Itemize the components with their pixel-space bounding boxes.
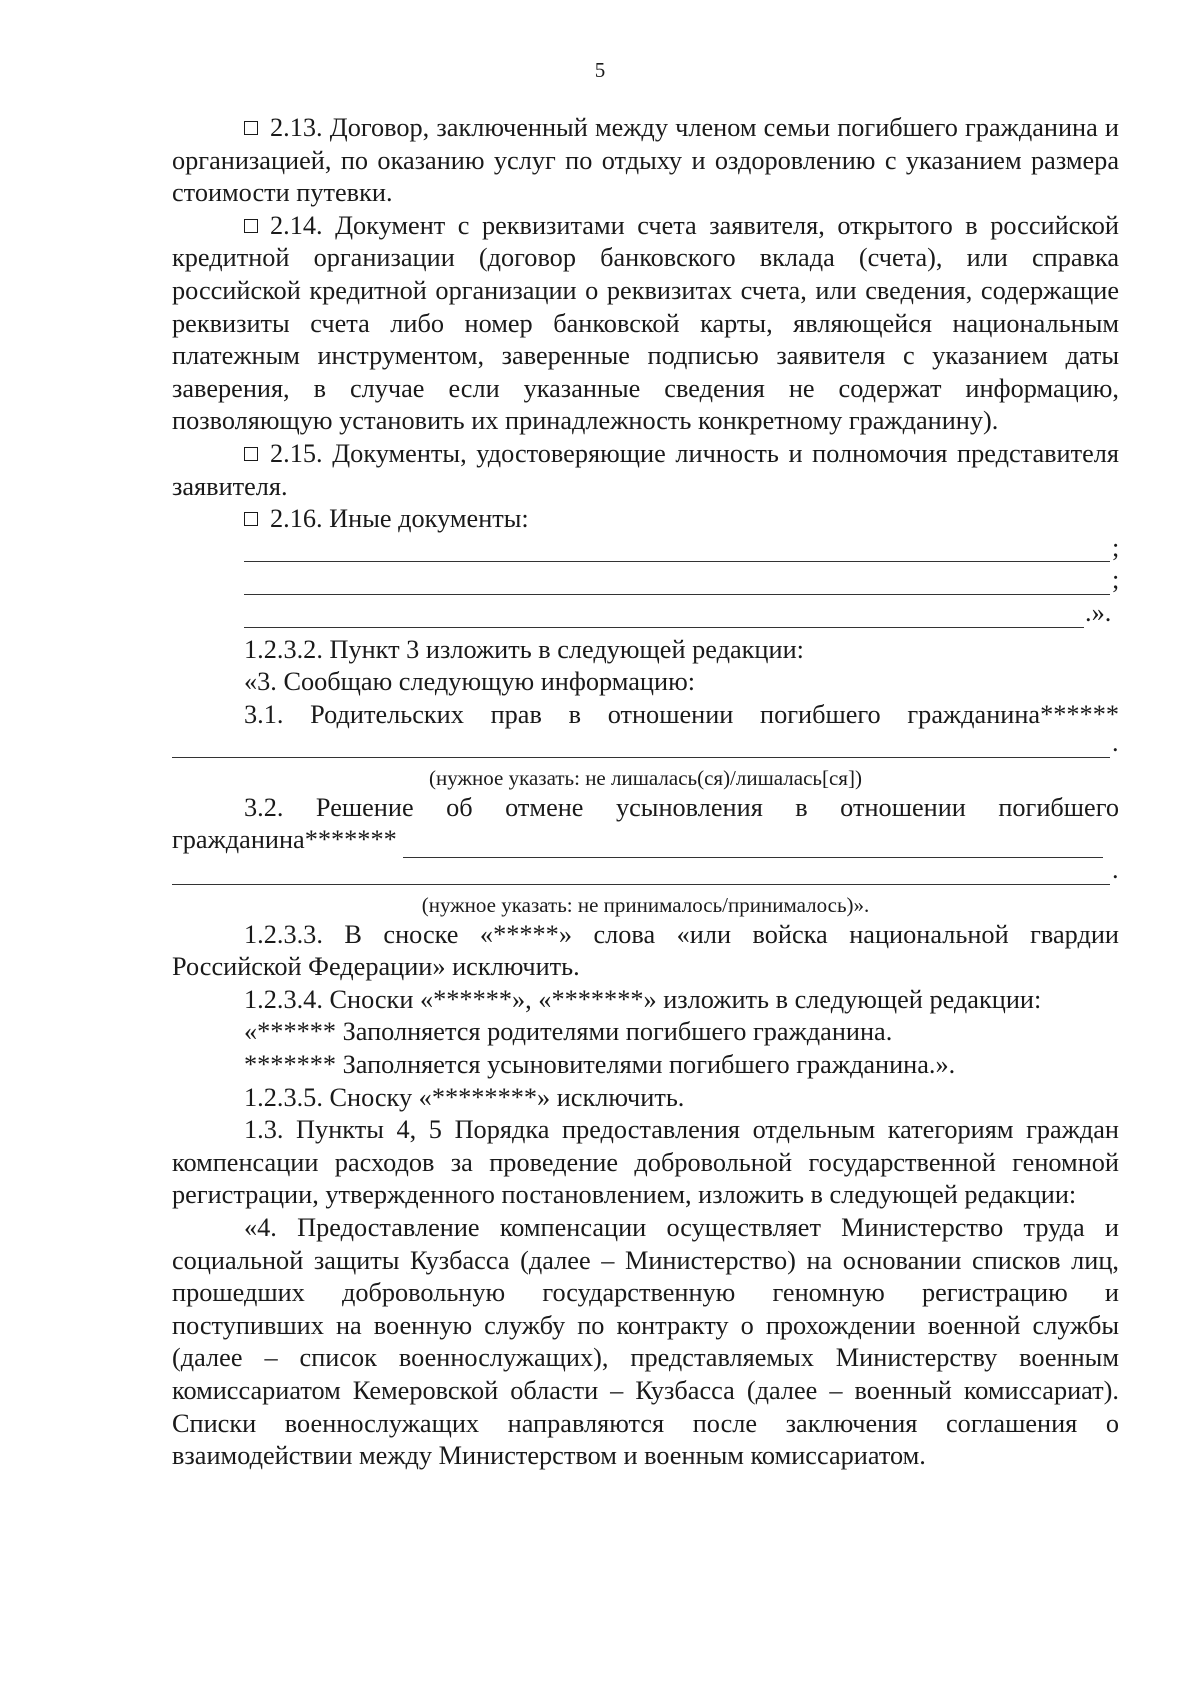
para-3-1: 3.1. Родительских прав в отношении погибшего гражданина******: [244, 699, 1119, 729]
checkbox-icon[interactable]: [244, 447, 258, 461]
underline-field[interactable]: [244, 594, 1110, 595]
para-1-2-3-3: 1.2.3.3. В сноске «*****» слова «или войска национальной гвардии Российской Федерации» исключить.: [172, 919, 1119, 982]
caption-3-1: (нужное указать: не лишалась(ся)/лишалась[ся]): [429, 765, 862, 790]
para-4: «4. Предоставление компенсации осуществляет Министерство труда и социальной защиты Кузбасса (далее – Министерство) на основании списков лиц, прошедших добровольную государственную геномную регистрацию и поступивших на военную службу по контракту о прохождении военной службы (далее – список военнослужащих), представляемых Министерству военным комиссариатом Кемеровской области – Кузбасса (далее – военный комиссариат). Списки военнослужащих направляются после заключения соглашения о взаимодействии между Министерством и военным комиссариатом.: [172, 1213, 1119, 1471]
para-1-2-3-2: 1.2.3.2. Пункт 3 изложить в следующей редакции:: [244, 634, 804, 664]
para-1-2-3-4: 1.2.3.4. Сноски «******», «*******» изложить в следующей редакции:: [244, 984, 1042, 1014]
item-2-14-text: 2.14. Документ с реквизитами счета заявителя, открытого в российской кредитной организации (договор банковского вклада (счета), или справка российской кредитной организации о реквизитах счета, или сведения, содержащие реквизиты счета либо номер банковской карты, являющейся национальным платежным инструментом, заверенные подписью заявителя с указанием даты заверения, в случае если указанные сведения не содержат информацию, позволяющую установить их принадлежность конкретному гражданину).: [172, 210, 1119, 436]
item-2-15: [172, 438, 1119, 503]
line-end: .: [1112, 855, 1119, 885]
para-info: «3. Сообщаю следующую информацию:: [244, 667, 696, 697]
underline-field[interactable]: [172, 884, 1110, 885]
checkbox-icon[interactable]: [244, 219, 258, 233]
line-end: .».: [1085, 597, 1112, 627]
fill-line-3-1: [172, 728, 1119, 764]
underline-field[interactable]: [244, 561, 1110, 562]
footnote-7: ******* Заполняется усыновителями погибшего гражданина.».: [244, 1050, 956, 1080]
page-number: 5: [594, 58, 606, 82]
caption-3-2: (нужное указать: не принималось/принималось)».: [421, 892, 870, 917]
underline-field[interactable]: [403, 824, 1103, 858]
fill-line-1: [172, 532, 1120, 569]
fill-line-2: [172, 565, 1120, 601]
checkbox-icon[interactable]: [244, 512, 258, 526]
para-1-2-3-5: 1.2.3.5. Сноску «********» исключить.: [244, 1082, 685, 1112]
document-body: [172, 112, 1119, 1473]
item-2-13-text: 2.13. Договор, заключенный между членом семьи погибшего гражданина и организацией, по оказанию услуг по отдыху и оздоровлению с указанием размера стоимости путевки.: [172, 113, 1119, 208]
underline-field[interactable]: [172, 757, 1110, 758]
para-1-3: 1.3. Пункты 4, 5 Порядка предоставления отдельным категориям граждан компенсации расходов за проведение добровольной государственной геномной регистрации, утвержденного постановлением, изложить в следующей редакции:: [172, 1115, 1119, 1210]
item-2-16: [172, 503, 1119, 536]
fill-line-3-2: [172, 855, 1119, 891]
item-2-14: [172, 210, 1119, 438]
item-2-13: [172, 112, 1119, 210]
item-2-16-text: 2.16. Иные документы:: [270, 504, 529, 534]
line-end: ;: [1112, 532, 1120, 562]
fill-line-3: [172, 597, 1119, 634]
para-3-2-label: гражданина*******: [172, 825, 397, 855]
item-2-15-text: 2.15. Документы, удостоверяющие личность и полномочия представителя заявителя.: [172, 438, 1119, 501]
checkbox-icon[interactable]: [244, 121, 258, 135]
footnote-6: «****** Заполняется родителями погибшего гражданина.: [244, 1017, 893, 1047]
line-end: .: [1112, 728, 1119, 758]
para-3-2-line1: 3.2. Решение об отмене усыновления в отношении погибшего: [244, 792, 1119, 822]
underline-field[interactable]: [244, 627, 1084, 628]
line-end: ;: [1112, 565, 1120, 595]
para-3-2-line2: [172, 824, 1119, 858]
